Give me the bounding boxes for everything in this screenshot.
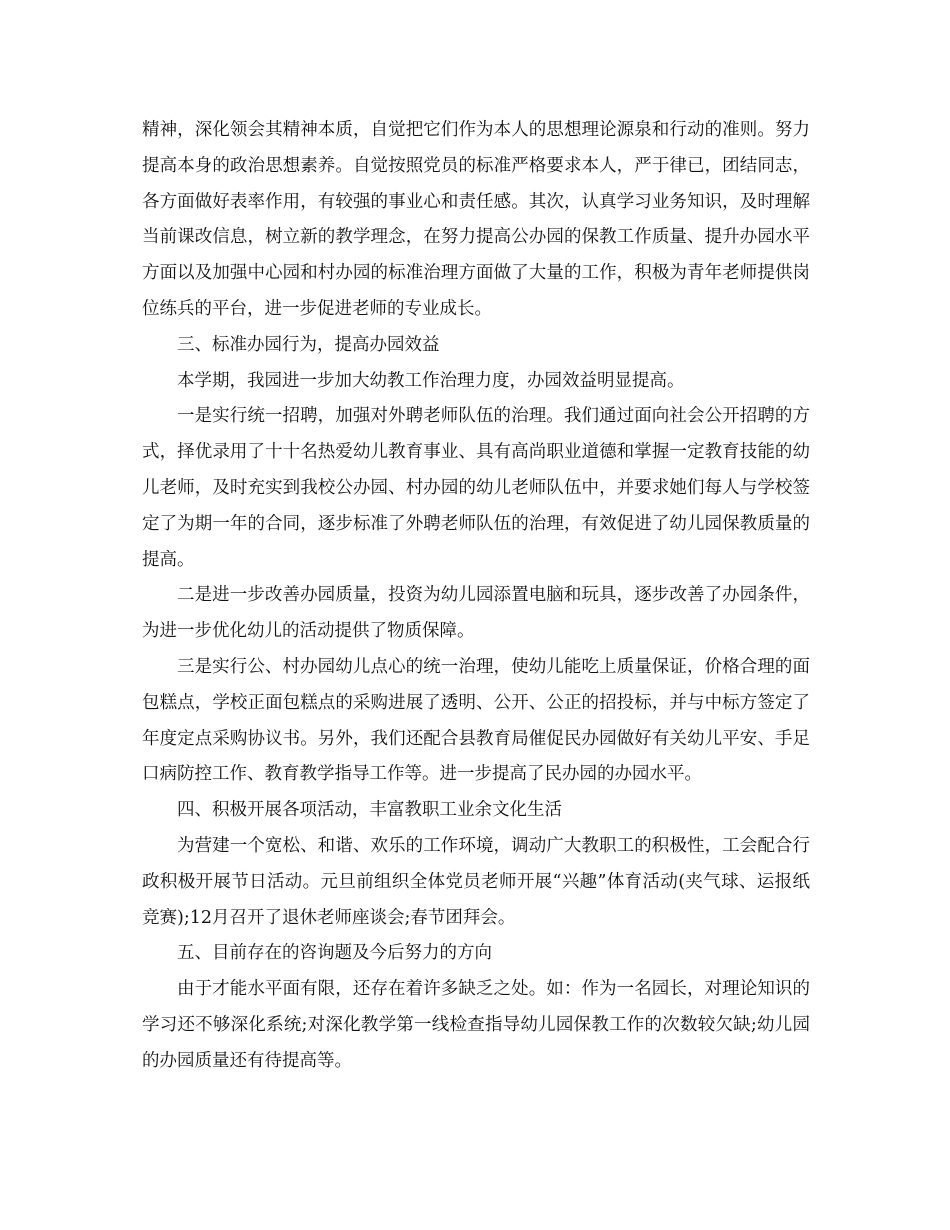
paragraph: 三是实行公、村办园幼儿点心的统一治理，使幼儿能吃上质量保证，价格合理的面包糕点，学校正面包糕点的采购进展了透明、公开、公正的招投标，并与中标方签定了年度定点采购协议书。另外，我们还配合县教育局催促民办园做好有关幼儿平安、手足口病防控工作、教育教学指导工作等。进一步提高了民办园的办园水平。 <box>142 656 810 785</box>
paragraph: 由于才能水平面有限，还存在着许多缺乏之处。如：作为一名园长，对理论知识的学习还不够深化系统;对深化教学第一线检查指导幼儿园保教工作的次数较欠缺;幼儿园的办园质量还有待提高等。 <box>142 979 810 1071</box>
section-heading-5: 五、目前存在的咨询题及今后努力的方向 <box>177 943 492 964</box>
section-heading-4: 四、积极开展各项活动，丰富教职工业余文化生活 <box>177 800 562 821</box>
paragraph: 本学期，我园进一步加大幼教工作治理力度，办园效益明显提高。 <box>177 370 685 391</box>
paragraph-continuation: 精神，深化领会其精神本质，自觉把它们作为本人的思想理论源泉和行动的准则。努力提高本身的政治思想素养。自觉按照党员的标准严格要求本人，严于律已，团结同志，各方面做好表率作用，有较强的事业心和责任感。其次，认真学习业务知识，及时理解当前课改信息，树立新的教学理念，在努力提高公办园的保教工作质量、提升办园水平方面以及加强中心园和村办园的标准治理方面做了大量的工作，积极为青年老师提供岗位练兵的平台，进一步促进老师的专业成长。 <box>142 120 810 319</box>
paragraph: 二是进一步改善办园质量，投资为幼儿园添置电脑和玩具，逐步改善了办园条件，为进一步优化幼儿的活动提供了物质保障。 <box>142 585 810 642</box>
section-heading-3: 三、标准办园行为，提高办园效益 <box>177 334 440 355</box>
paragraph: 一是实行统一招聘，加强对外聘老师队伍的治理。我们通过面向社会公开招聘的方式，择优录用了十十名热爱幼儿教育事业、具有高尚职业道德和掌握一定教育技能的幼儿老师，及时充实到我校公办园、村办园的幼儿老师队伍中，并要求她们每人与学校签定了为期一年的合同，逐步标准了外聘老师队伍的治理，有效促进了幼儿园保教质量的提高。 <box>142 406 810 570</box>
paragraph: 为营建一个宽松、和谐、欢乐的工作环境，调动广大教职工的积极性，工会配合行政积极开展节日活动。元旦前组织全体党员老师开展“兴趣”体育活动(夹气球、运报纸竞赛);12月召开了退休老师座谈会;春节团拜会。 <box>142 835 810 928</box>
document-body <box>142 113 810 1080</box>
